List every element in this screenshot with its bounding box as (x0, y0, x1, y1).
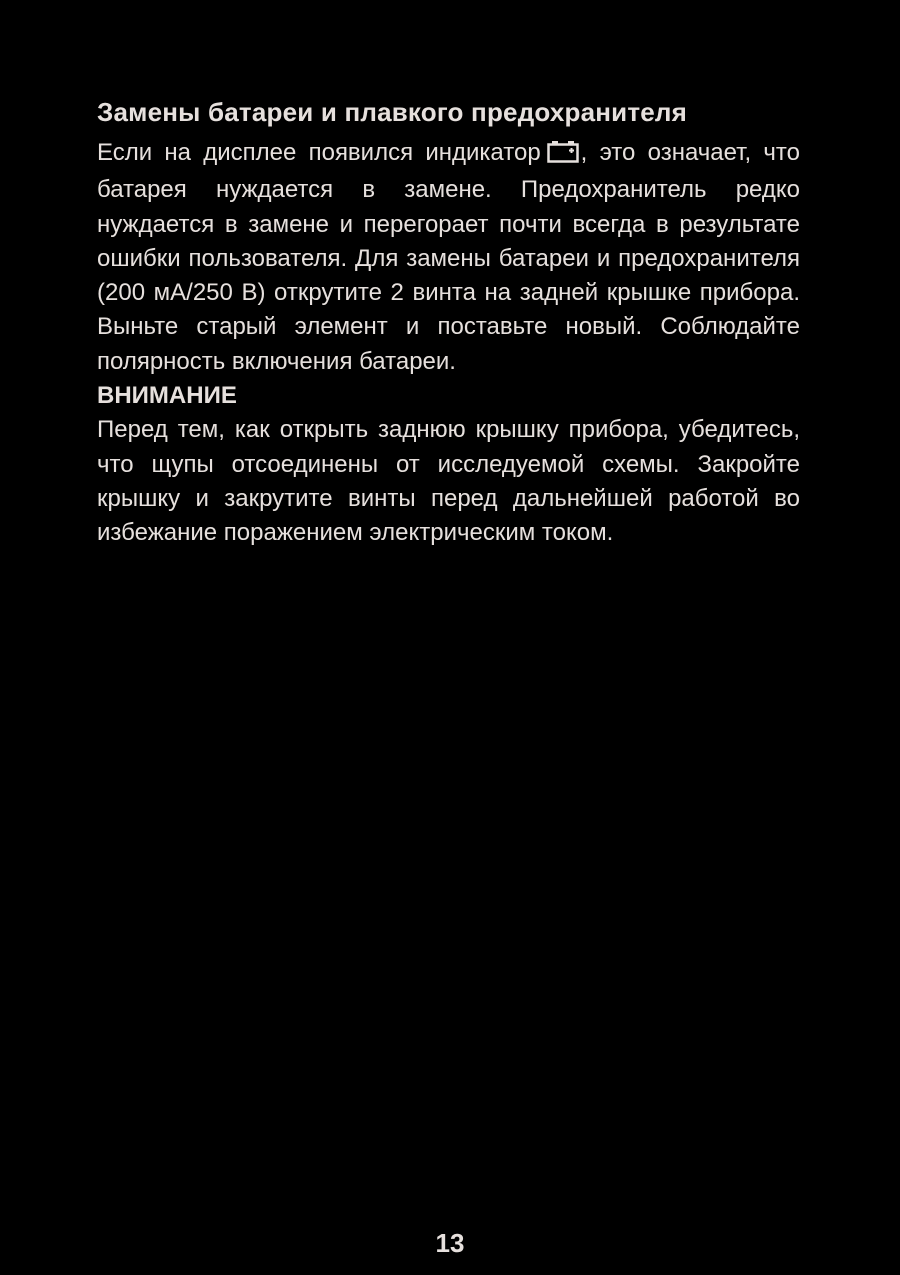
battery-icon (547, 139, 579, 173)
page-number: 13 (435, 1228, 465, 1258)
para1-rest: , это означает, что батарея нуждается в замене. Предохранитель редко нуждается в замене и перегорает почти всегда в результате ошибки пользователя. Для замены батареи и предохранителя (200 мА/250 В) открутите 2 винта на задней крышке прибора. Выньте старый элемент и поставьте новый. Соблюдайте полярность включения батареи. (97, 139, 800, 375)
battery-replacement-paragraph (97, 136, 800, 379)
warning-paragraph: Перед тем, как открыть заднюю крышку прибора, убедитесь, что щупы отсоединены от исследуемой схемы. Закройте крышку и закрутите винты перед дальнейшей работой во избежание поражением электрическим током. (97, 416, 800, 547)
section-title: Замены батареи и плавкого предохранителя (97, 97, 688, 127)
page-content (97, 92, 800, 551)
para1-start: Если на дисплее появился индикатор (97, 139, 541, 166)
warning-heading: ВНИМАНИЕ (97, 382, 237, 410)
